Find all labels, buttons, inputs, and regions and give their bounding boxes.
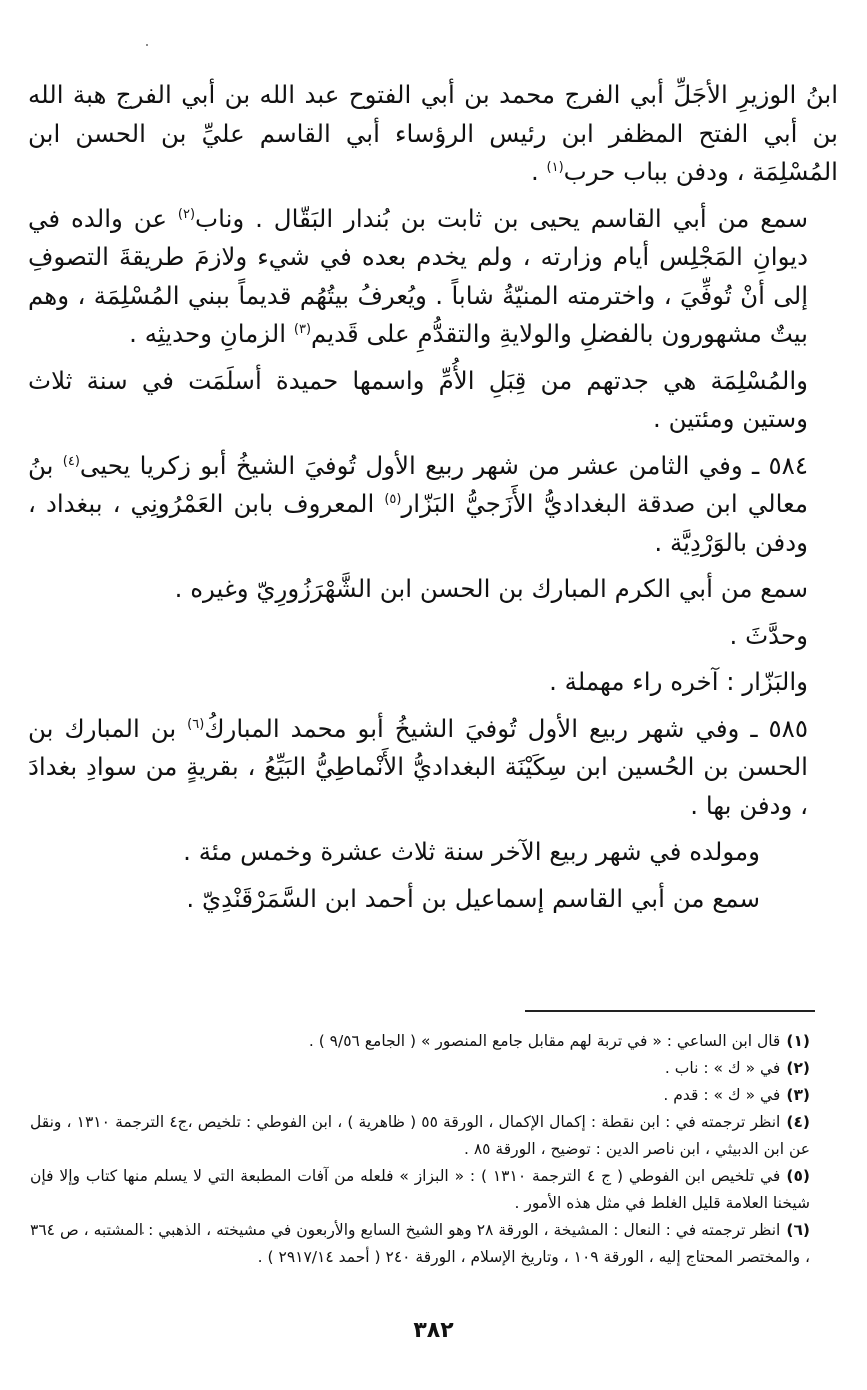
paragraph-10: سمع من أبي القاسم إسماعيل بن أحمد ابن السَّمَرْقَنْدِيّ . [186, 883, 760, 913]
paragraph-2-text-a: سمع من أبي القاسم يحيى بن ثابت بن بُندار البَقّال . وناب [195, 203, 808, 233]
footnote-text: في « ك » : قدم . [663, 1086, 781, 1104]
entry-584-text-c: المعروف بابن العَمْرُونِي ، ببغداد ، ودفن بالوَرْدِيَّة . [28, 489, 808, 557]
footnote-ref-2: (٢) [177, 206, 196, 222]
footnote-ref-3: (٣) [293, 321, 312, 337]
footnote-text: انظر ترجمته في : النعال : المشيخة ، الورقة ٢٨ وهو الشيخ السابع والأربعون في مشيخته ، الذهبي : المشتبه ، ص ٣٦٤ ، والمختصر المحتاج إليه ، الورقة ١٠٩ ، وتاريخ الإسلام ، الورقة ٢٤٠ ( أحمد ٢٩١٧/١٤ ) . [30, 1221, 810, 1266]
paragraph-6: وحدَّثَ . [729, 620, 808, 650]
footnote-number: (٤) [786, 1113, 810, 1131]
footnote-text: انظر ترجمته في : ابن نقطة : إكمال الإكمال ، الورقة ٥٥ ( ظاهرية ) ، ابن الفوطي : تلخيص ،ج٤ الترجمة ١٣١٠ ، ونقل عن ابن الدبيثي ، ابن ناصر الدين : توضيح ، الورقة ٨٥ . [30, 1113, 810, 1158]
footnote-ref-5: (٥) [384, 491, 402, 507]
footnote-6 [30, 1217, 810, 1271]
paragraph-9: ومولده في شهر ربيع الآخر سنة ثلاث عشرة وخمس مئة . [183, 837, 760, 866]
entry-584-text-b: بنُ معالي ابن صدقة البغداديُّ الأَزَجيُّ البَزّار [28, 450, 808, 518]
footnote-text: في « ك » : ناب . [664, 1059, 781, 1077]
footnote-ref-4: (٤) [62, 453, 80, 469]
footnote-2 [30, 1055, 810, 1082]
entry-584-text-a: ٥٨٤ ـ وفي الثامن عشر من شهر ربيع الأول تُوفيَ الشيخُ أبو زكريا يحيى [79, 450, 808, 480]
paragraph-2-text-c: الزمانِ وحديثِه . [129, 319, 294, 348]
footnote-divider [525, 1010, 815, 1012]
paragraph-2-text-b: عن والده في ديوانِ المَجْلِس أيام وزارته ، ولم يخدم بعده في شيء ولازمَ طريقةَ التصوفِ إلى أنْ تُوفِّيَ ، واخترمته المنيّةُ شاباً . ويُعرفُ بيتُهُم قديماً ببني المُسْلِمَة ، وهم بيتٌ مشهورون بالفضلِ والولايةِ والتقدُّمِ على قَديم [28, 203, 808, 348]
entry-585-text-a: ٥٨٥ ـ وفي شهر ربيع الأول تُوفيَ الشيخُ أبو محمد المباركُ [204, 713, 808, 743]
footnotes [30, 1028, 810, 1271]
footnote-number: (٦) [786, 1221, 810, 1239]
footnote-text: قال ابن الساعي : « في تربة لهم مقابل جامع المنصور » ( الجامع ٩/٥٦ ) . [308, 1032, 781, 1050]
paragraph-1-text: ابنُ الوزيرِ الأجَلِّ أبي الفرج محمد بن أبي الفتوح عبد الله بن أبي الفرج هبة الله بن أبي الفتح المظفر ابن رئيس الرؤساء أبي القاسم عليِّ بن الحسن ابن المُسْلِمَة ، ودفن بباب حرب [28, 80, 838, 186]
paragraph-5: سمع من أبي الكرم المبارك بن الحسن ابن الشَّهْرَزُورِيّ وغيره . [174, 574, 808, 603]
footnote-text: في تلخيص ابن الفوطي ( ج ٤ الترجمة ١٣١٠ ) : « البزاز » فلعله من آفات المطبعة التي لا يسلم منها كتاب وإلا فإن شيخنا العلامة قليل الغلط في مثل هذه الأمور . [30, 1167, 810, 1212]
entry-585 [28, 710, 838, 826]
page-number: ٣٨٢ [413, 1318, 454, 1343]
footnote-ref-1: (١) [546, 159, 564, 175]
footnote-number: (٢) [786, 1059, 810, 1077]
footnote-number: (٥) [786, 1167, 811, 1185]
paragraph-3: والمُسْلِمَة هي جدتهم من قِبَلِ الأُمِّ واسمها حميدة أسلَمَت في سنة ثلاث وستين ومئتين . [28, 365, 808, 433]
scan-speck [146, 44, 148, 46]
paragraph-1 [28, 76, 838, 192]
footnote-number: (١) [786, 1032, 810, 1050]
paragraph-2 [28, 200, 838, 354]
entry-585-text-b: بن المبارك بن الحسن بن الحُسين ابن سِكَيْنَة البغداديُّ الأَنْماطِيُّ البَيِّعُ ، بقريةٍ من سوادِ بغدادَ ، ودفن بها . [28, 713, 808, 820]
footnote-3 [30, 1082, 810, 1109]
footnote-4 [30, 1109, 810, 1163]
entry-584 [28, 447, 838, 563]
footnote-5 [30, 1163, 810, 1217]
footnote-ref-6: (٦) [187, 716, 205, 732]
footnote-number: (٣) [786, 1086, 810, 1104]
paragraph-1-end: . [530, 157, 547, 186]
paragraph-7: والبَزّار : آخره راء مهملة . [549, 667, 808, 696]
footnote-1 [30, 1028, 810, 1055]
main-text [28, 76, 838, 926]
